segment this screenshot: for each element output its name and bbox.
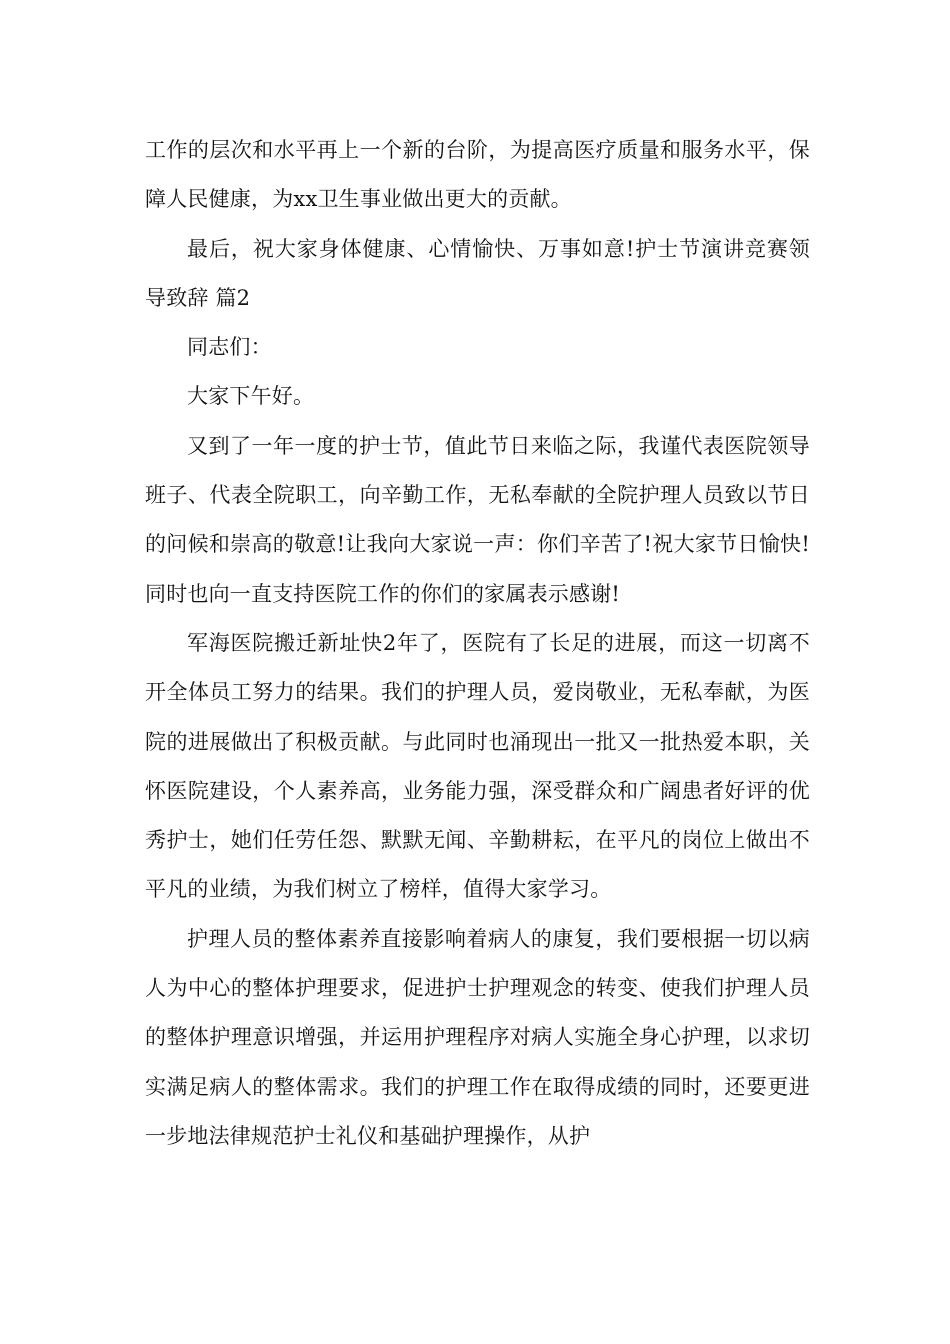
paragraph-closing-wishes: 最后，祝大家身体健康、心情愉快、万事如意!护士节演讲竞赛领导致辞 篇2 — [145, 236, 810, 310]
document-body — [145, 126, 810, 1161]
paragraph-hospital-progress: 军海医院搬迁新址快2年了，医院有了长足的进展，而这一切离不开全体员工努力的结果。我们的护理人员，爱岗敬业，无私奉献，为医院的进展做出了积极贡献。与此同时也涌现出一批又一批热爱本职，关怀医院建设，个人素养高，业务能力强，深受群众和广阔患者好评的优秀护士，她们任劳任怨、默默无闻、辛勤耕耘，在平凡的岗位上做出不平凡的业绩，为我们树立了榜样，值得大家学习。 — [145, 630, 810, 902]
paragraph-nursing-quality: 护理人员的整体素养直接影响着病人的康复，我们要根据一切以病人为中心的整体护理要求，促进护士护理观念的转变、使我们护理人员的整体护理意识增强，并运用护理程序对病人实施全身心护理，以求切实满足病人的整体需求。我们的护理工作在取得成绩的同时，还要更进一步地法律规范护士礼仪和基础护理操作，从护 — [145, 926, 810, 1148]
paragraph-nurses-day: 又到了一年一度的护士节，值此节日来临之际，我谨代表医院领导班子、代表全院职工，向辛勤工作，无私奉献的全院护理人员致以节日的问候和崇高的敬意!让我向大家说一声：你们辛苦了!祝大家节日愉快!同时也向一直支持医院工作的你们的家属表示感谢! — [145, 433, 810, 606]
paragraph-continuation: 工作的层次和水平再上一个新的台阶，为提高医疗质量和服务水平，保障人民健康，为xx卫生事业做出更大的贡献。 — [145, 138, 810, 212]
paragraph-salutation: 同志们： — [187, 335, 272, 360]
paragraph-greeting: 大家下午好。 — [187, 384, 315, 409]
